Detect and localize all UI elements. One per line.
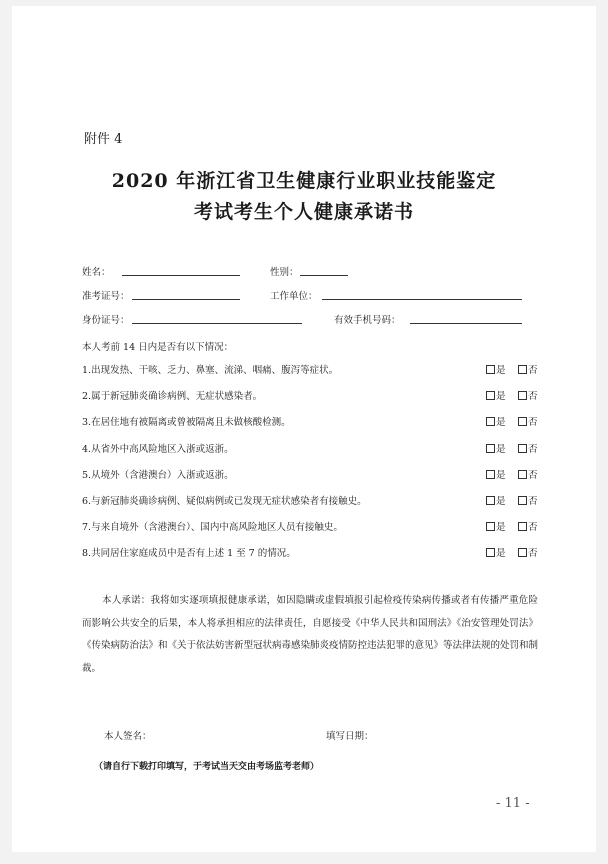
attachment-label: 附件 4: [84, 132, 123, 147]
checkbox-icon: [518, 391, 527, 400]
checkbox-icon: [486, 417, 495, 426]
promise-paragraph: 本人承诺：我将如实逐项填报健康承诺，如因隐瞒或虚假填报引起检疫传染病传播或者有传播严重危险而影响公共安全的后果，本人将承担相应的法律责任，自愿接受《中华人民共和国刑法》《治安管理处罚法》《传染病防治法》和《关于依法妨害新型冠状病毒感染肺炎疫情防控违法犯罪的意见》等法律法规的处罚和制裁。: [82, 595, 539, 674]
checkbox-icon: [486, 496, 495, 505]
no-option[interactable]: 否: [518, 467, 538, 481]
checkbox-icon: [486, 365, 495, 374]
title-line-2: 考试考生个人健康承诺书: [193, 201, 414, 223]
yes-option[interactable]: 是: [486, 388, 506, 402]
checkbox-icon: [486, 391, 495, 400]
phone-field[interactable]: [410, 323, 522, 324]
ticket-field[interactable]: [132, 299, 240, 300]
checkbox-icon: [518, 444, 527, 453]
checkbox-icon: [486, 470, 495, 479]
question-text: 6.与新冠肺炎确诊病例、疑似病例或已发现无症状感染者有接触史。: [82, 495, 367, 507]
question-row: [82, 467, 552, 493]
work-field[interactable]: [322, 299, 522, 300]
question-row: [82, 493, 552, 519]
gender-field[interactable]: [300, 275, 348, 276]
question-list: [82, 362, 552, 572]
checkbox-icon: [486, 548, 495, 557]
question-row: [82, 388, 552, 414]
checkbox-icon: [486, 522, 495, 531]
phone-label: 有效手机号码：: [334, 315, 401, 326]
field-row-3: [82, 312, 542, 336]
id-field[interactable]: [132, 323, 302, 324]
no-option[interactable]: 否: [518, 493, 538, 507]
no-option[interactable]: 否: [518, 519, 538, 533]
question-text: 1.出现发热、干咳、乏力、鼻塞、流涕、咽痛、腹泻等症状。: [82, 365, 339, 376]
name-field[interactable]: [122, 275, 240, 276]
signature-label: 本人签名：: [104, 731, 152, 742]
yes-option[interactable]: 是: [486, 519, 506, 533]
no-option[interactable]: 否: [518, 362, 538, 376]
yes-option[interactable]: 是: [486, 493, 506, 507]
name-label: 姓名：: [82, 267, 111, 278]
checkbox-icon: [518, 470, 527, 479]
question-text: 3.在居住地有被隔离或曾被隔离且未做核酸检测。: [82, 417, 291, 429]
page-number: - 11 -: [496, 796, 530, 811]
gender-label: 性别：: [270, 267, 299, 278]
checkbox-icon: [486, 444, 495, 453]
no-option[interactable]: 否: [518, 388, 538, 402]
checkbox-icon: [518, 522, 527, 531]
yes-option[interactable]: 是: [486, 545, 506, 559]
question-text: 2.属于新冠肺炎确诊病例、无症状感染者。: [82, 391, 263, 403]
checkbox-icon: [518, 417, 527, 426]
question-text: 7.与来自境外（含港澳台）、国内中高风险地区人员有接触史。: [82, 522, 343, 534]
checkbox-icon: [518, 496, 527, 505]
ticket-label: 准考证号：: [82, 291, 130, 302]
work-label: 工作单位：: [270, 291, 318, 302]
checkbox-icon: [518, 365, 527, 374]
document-page: [12, 6, 596, 852]
question-text: 5.从境外（含港澳台）入浙或返浙。: [82, 469, 234, 481]
id-label: 身份证号：: [82, 315, 130, 326]
yes-option[interactable]: 是: [486, 362, 506, 376]
question-row: [82, 545, 552, 571]
no-option[interactable]: 否: [518, 545, 538, 559]
question-intro: 本人考前 14 日内是否有以下情况：: [82, 342, 234, 353]
yes-option[interactable]: 是: [486, 414, 506, 428]
question-row: [82, 441, 552, 467]
question-row: [82, 362, 552, 388]
field-row-1: [82, 264, 542, 288]
print-instruction-note: （请自行下载打印填写，于考试当天交由考场监考老师）: [94, 762, 320, 772]
checkbox-icon: [518, 548, 527, 557]
date-label: 填写日期：: [326, 731, 374, 742]
yes-option[interactable]: 是: [486, 441, 506, 455]
question-row: [82, 519, 552, 545]
no-option[interactable]: 否: [518, 441, 538, 455]
yes-option[interactable]: 是: [486, 467, 506, 481]
personal-info-fields: [82, 264, 542, 336]
question-text: 4.从省外中高风险地区入浙或返浙。: [82, 443, 234, 455]
no-option[interactable]: 否: [518, 414, 538, 428]
question-text: 8.共同居住家庭成员中是否有上述 1 至 7 的情况。: [82, 548, 296, 560]
question-row: [82, 414, 552, 440]
field-row-2: [82, 288, 542, 312]
title-line-1: 2020 年浙江省卫生健康行业职业技能鉴定: [111, 170, 497, 192]
